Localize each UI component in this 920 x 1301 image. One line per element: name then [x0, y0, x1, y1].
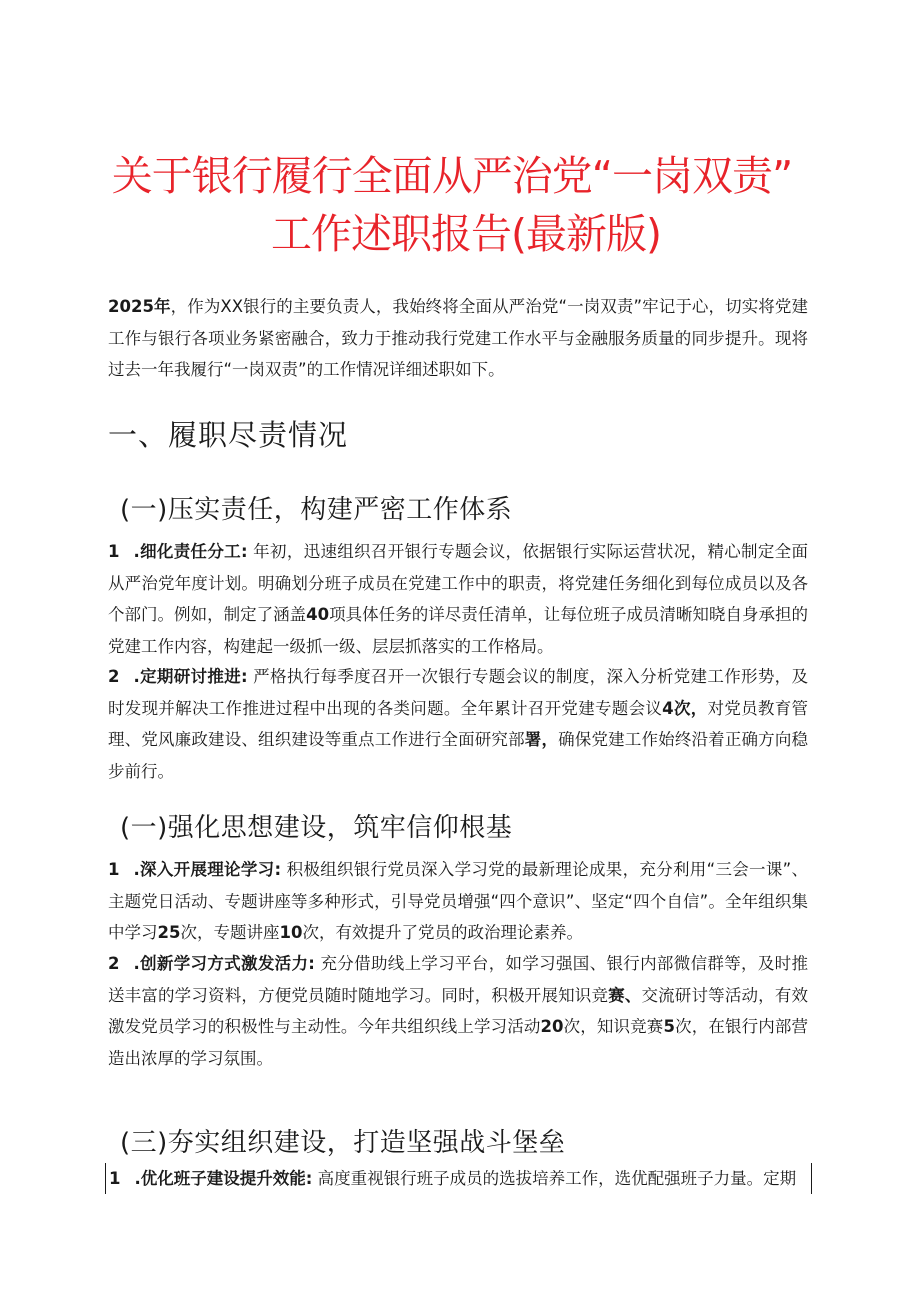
item-text: 积极组织银行党员深入学习党的最新理论成果，充分利用“三会一课”、主题党日活动、专题讲座等多种形式，引导党员增强“四个意识”、坚定“四个自信”。全年组织集中学习 — [108, 860, 809, 942]
item-text: 对党员教育管理、党风廉政建设、组织建设等重点工作进行全面研究部 — [108, 698, 809, 749]
item-lead: .优化班子建设提升效能: — [134, 1169, 313, 1188]
item-text: 高度重视银行班子成员的选拔培养工作，选优配强班子力量。定期 — [312, 1169, 797, 1188]
document-title-line-1: 关于银行履行全面从严治党“一岗双责” — [111, 152, 793, 200]
item-bold-number: 5 — [663, 1017, 675, 1036]
intro-text: ，作为XX银行的主要负责人，我始终将全面从严治党“一岗双责”牢记于心，切实将党建工作与银行各项业务紧密融合，致力于推动我行党建工作水平与金融服务质量的同步提升。现将过去一年我履行“一岗双责”的工作情况详细述职如下。 — [108, 297, 808, 379]
item-lead: .创新学习方式激发活力: — [133, 954, 315, 973]
item-bold-number: 25 — [157, 923, 181, 942]
item-text: 确保党建工作始终沿着正确方向稳步前行。 — [108, 730, 809, 781]
item-number: 2 — [108, 667, 120, 686]
item-text: 严格执行每季度召开一次银行专题会议的制度，深入分析党建工作形势，及时发现并解决工作推进过程中出现的各类问题。全年累计召开党建专题会议 — [108, 667, 808, 718]
item-text: 充分借助线上学习平台，如学习强国、银行内部微信群等，及时推送丰富的学习资料，方便党员随时随地学习。同时，积极开展知识竞 — [108, 954, 808, 1005]
item-number: 1 — [108, 542, 120, 561]
item-bold-number: 4次， — [662, 698, 708, 718]
subsection-heading-organization: (三)夯实组织建设，打造坚强战斗堡垒 — [120, 1128, 566, 1158]
item-lead: .深入开展理论学习: — [133, 860, 282, 879]
item-text: 次，知识竞赛 — [563, 1017, 664, 1036]
document-title-line-2: 工作述职报告(最新版) — [271, 210, 661, 258]
list-item — [108, 948, 808, 1074]
section-heading-duty: 一、履职尽责情况 — [108, 418, 349, 452]
item-bold-text: 署， — [524, 730, 559, 749]
item-bold-number: 40 — [306, 605, 330, 624]
item-text: 次，在银行内部营造出浓厚的学习氛围。 — [108, 1017, 809, 1068]
subsection-heading-responsibility: (一)压实责任，构建严密工作体系 — [120, 495, 513, 525]
item-text: 次，有效提升了党员的政治理论素养。 — [302, 923, 583, 942]
intro-paragraph — [108, 291, 808, 386]
item-number: 1 — [108, 860, 120, 879]
list-item — [105, 1163, 812, 1194]
list-item — [108, 661, 808, 787]
item-lead: .定期研讨推进: — [133, 667, 248, 686]
item-number: 1 — [109, 1169, 121, 1188]
item-text: 年初，迅速组织召开银行专题会议，依据银行实际运营状况，精心制定全面从严治党年度计划。明确划分班子成员在党建工作中的职责，将党建任务细化到每位成员以及各个部门。例如，制定了涵盖 — [108, 542, 808, 624]
item-number: 2 — [108, 954, 120, 973]
item-text: 次，专题讲座 — [180, 923, 280, 942]
item-bold-number: 10 — [279, 923, 303, 942]
list-item — [108, 854, 808, 949]
item-lead: .细化责任分工: — [133, 542, 248, 561]
item-bold-text: 赛、 — [608, 985, 642, 1005]
item-text: 交流研讨等活动，有效激发党员学习的积极性与主动性。今年共组织线上学习活动 — [108, 985, 809, 1036]
item-text: 项具体任务的详尽责任清单，让每位班子成员清晰知晓自身承担的党建工作内容，构建起一级抓一级、层层抓落实的工作格局。 — [108, 605, 809, 656]
subsection-heading-ideology: (一)强化思想建设，筑牢信仰根基 — [120, 813, 513, 843]
item-bold-number: 20 — [540, 1017, 564, 1036]
intro-year: 2025年 — [108, 297, 171, 316]
list-item — [108, 536, 808, 662]
